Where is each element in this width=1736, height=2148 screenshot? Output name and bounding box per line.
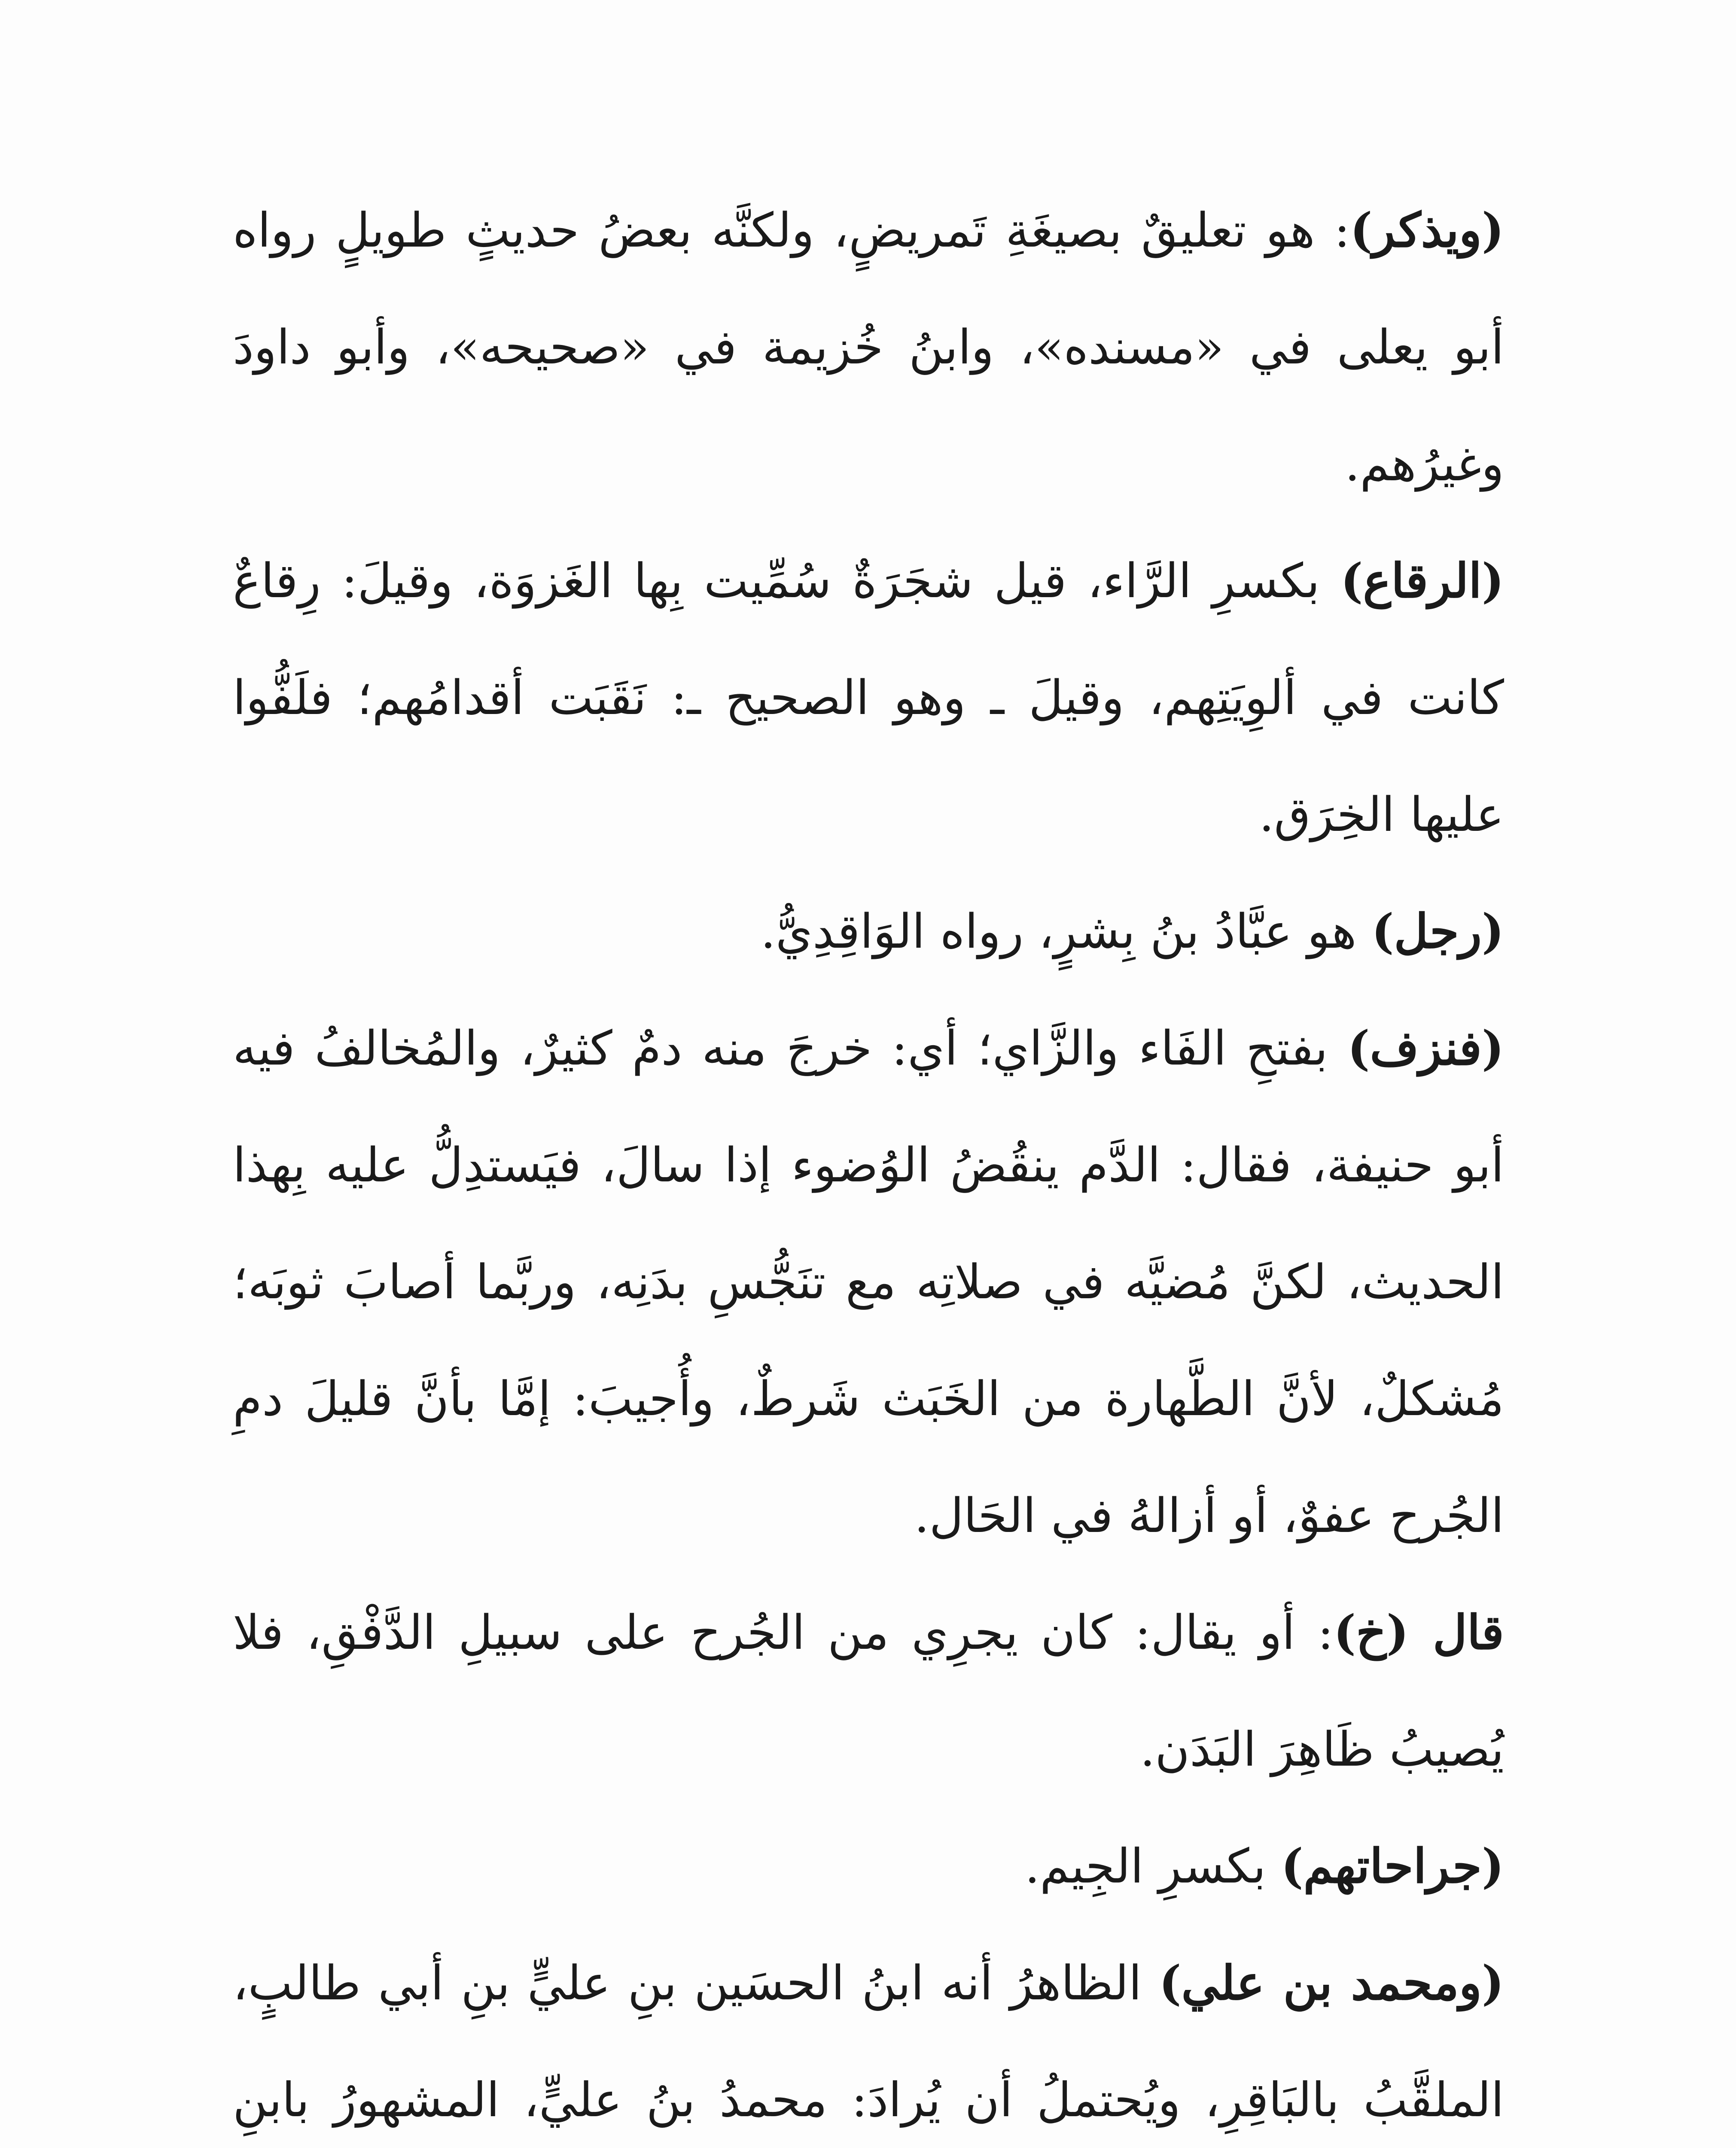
term-jirahatihim: (جراحاتهم) — [1281, 1838, 1504, 1894]
term-fanazaf: (فنزف) — [1347, 1020, 1504, 1076]
term-riqa: (الرقاع) — [1340, 553, 1504, 608]
term-wayadhkur: (ويذكر) — [1350, 202, 1504, 258]
paragraph-text: بكسرِ الرَّاء، قيل شجَرَةٌ سُمِّيت بِها الغَزوَة، وقيلَ: رِقاعٌ كانت في ألوِيَتِهم، وقيلَ ـ وهو الصحيح ـ: نَقَبَت أقدامُهم؛ فلَفُّوا عليها الخِرَق. — [233, 553, 1504, 842]
paragraph-text: هو عبَّادُ بنُ بِشرٍ، رواه الوَاقِدِيُّ. — [760, 904, 1372, 959]
term-muhammad-bin-ali: (ومحمد بن علي) — [1159, 1955, 1504, 2011]
paragraph-fanazaf — [233, 990, 1504, 1574]
page-body — [233, 172, 1504, 2148]
paragraph-wayadhkur — [233, 172, 1504, 522]
paragraph-text: : أو يقال: كان يجرِي من الجُرح على سبيلِ الدَّفْقِ، فلا يُصيبُ ظَاهِرَ البَدَن. — [233, 1605, 1504, 1777]
paragraph-text: بكسرِ الجِيم. — [1025, 1839, 1281, 1894]
paragraph-qala-kh — [233, 1574, 1504, 1808]
paragraph-text: الظاهرُ أنه ابنُ الحسَين بنِ عليٍّ بنِ أبي طالبٍ، الملقَّبُ بالبَاقِرِ، ويُحتملُ أن يُرادَ: محمدُ بنُ عليٍّ، المشهورُ بابنِ — [233, 1956, 1504, 2127]
paragraph-muhammad-bin-ali — [233, 1925, 1504, 2148]
paragraph-text: بفتحِ الفَاء والزَّاي؛ أي: خرجَ منه دمٌ كثيرٌ، والمُخالفُ فيه أبو حنيفة، فقال: الدَّم ينقُضُ الوُضوء إذا سالَ، فيَستدِلُّ عليه بِهذا الحديث، لكنَّ مُضيَّه في صلاتِه مع تنَجُّسِ بدَنِه، وربَّما أصابَ ثوبَه؛ مُشكلٌ، لأنَّ الطَّهارة من الخَبَث شَرطٌ، وأُجيبَ: إمَّا بأنَّ قليلَ دمِ الجُرح عفوٌ، أو أزالهُ في الحَال. — [233, 1021, 1504, 1543]
paragraph-riqa — [233, 522, 1504, 873]
paragraph-rajul — [233, 873, 1504, 990]
paragraph-text: : هو تعليقٌ بصيغَةِ تَمريضٍ، ولكنَّه بعضُ حديثٍ طويلٍ رواه أبو يعلى في «مسنده»، وابنُ خُزيمة في «صحيحه»، وأبو داودَ وغيرُهم. — [233, 203, 1504, 491]
term-qala-kh: قال (خ) — [1333, 1605, 1504, 1660]
term-rajul: (رجل) — [1371, 903, 1504, 959]
paragraph-jirahatihim — [233, 1808, 1504, 1925]
